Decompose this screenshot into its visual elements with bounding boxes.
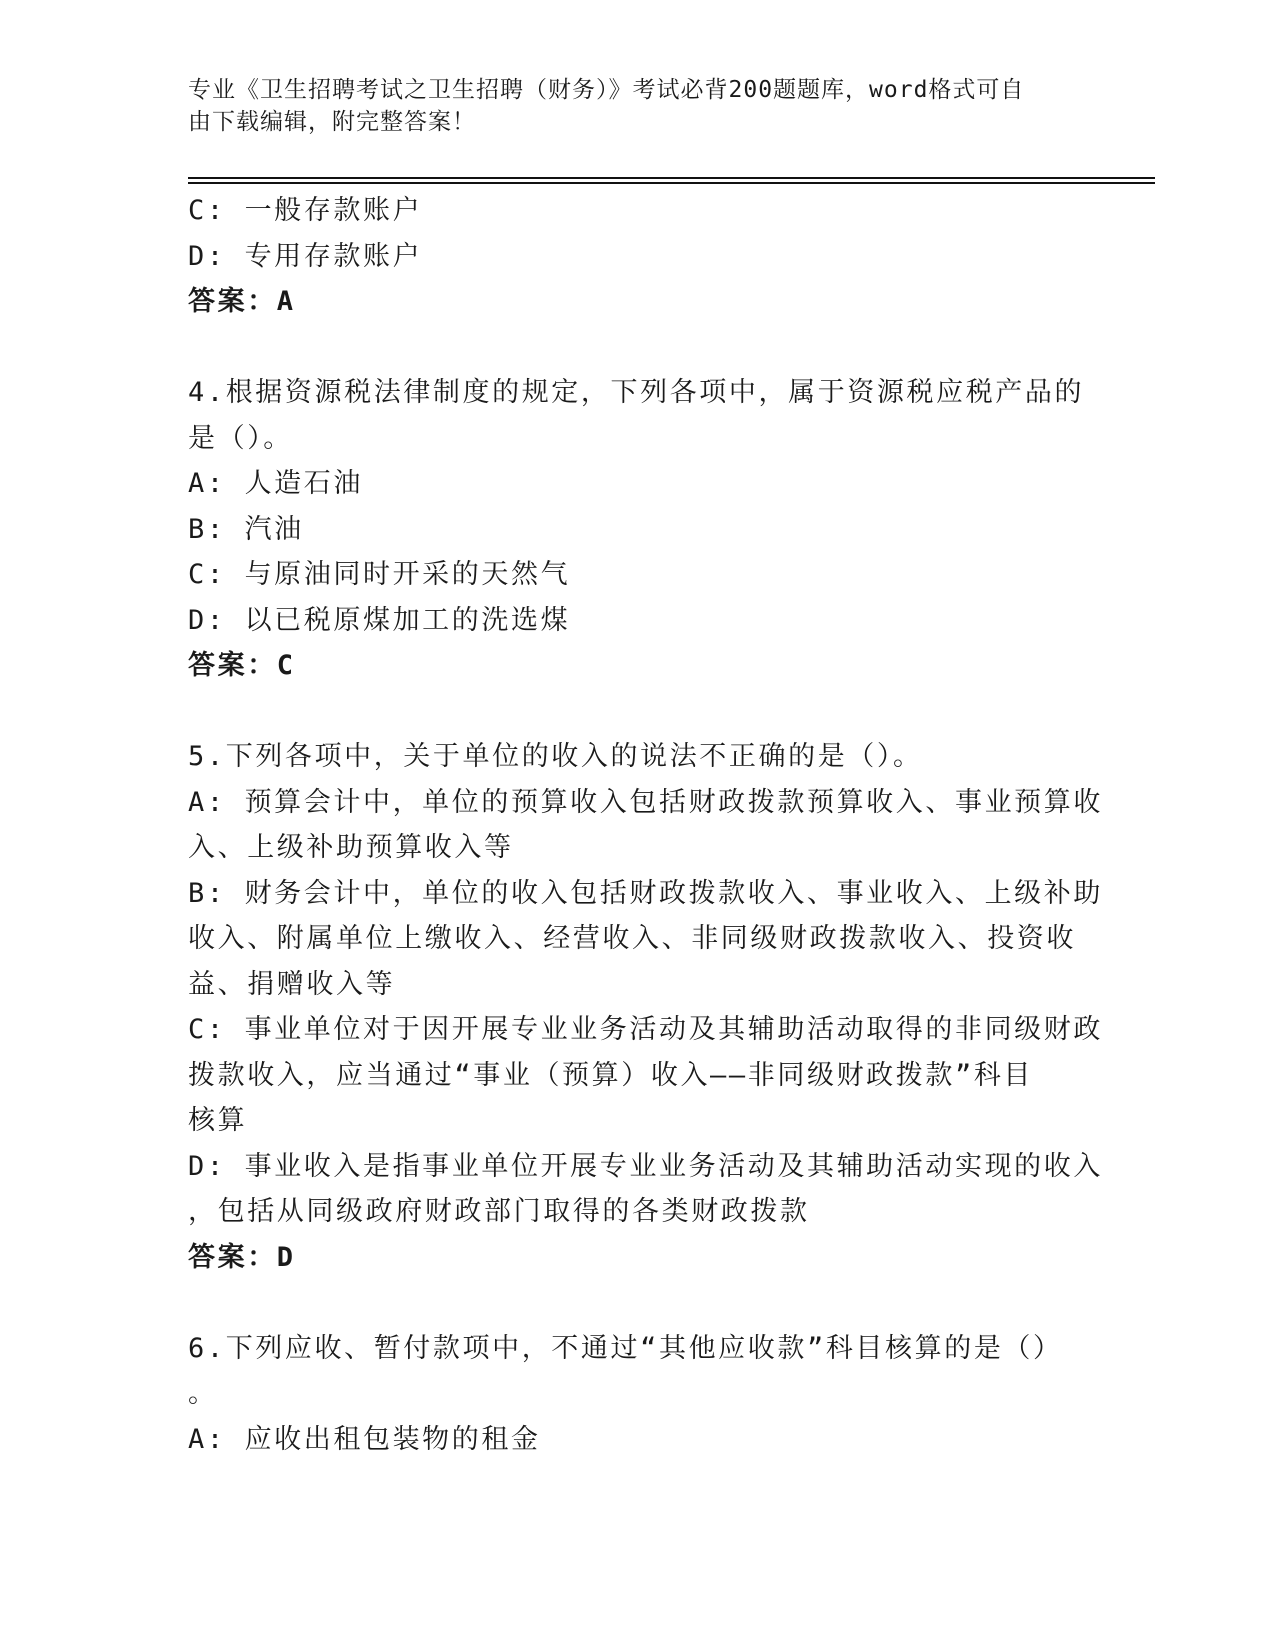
q3-option-c: C: 一般存款账户 [188,195,423,226]
q5-option-c-line-2: 拨款收入，应当通过“事业（预算）收入——非同级财政拨款”科目 [188,1059,1034,1091]
q5-answer: 答案：D [188,1241,296,1273]
q5-option-a-line-2: 入、上级补助预算收入等 [188,832,514,863]
q4-option-d: D: 以已税原煤加工的洗选煤 [188,604,571,636]
q4-question-line-1: 4.根据资源税法律制度的规定，下列各项中，属于资源税应税产品的 [188,377,1085,408]
q5-option-b-line-1: B: 财务会计中，单位的收入包括财政拨款收入、事业收入、上级补助 [188,877,1103,909]
header-divider-bottom [188,182,1155,184]
q5-option-d-line-1: D: 事业收入是指事业单位开展专业业务活动及其辅助活动实现的收入 [188,1150,1103,1182]
q6-question-line-2: 。 [188,1378,218,1409]
spacer [188,325,1088,371]
spacer [188,1280,1088,1326]
q6-option-a: A: 应收出租包装物的租金 [188,1423,541,1455]
header-title-line-1: 专业《卫生招聘考试之卫生招聘（财务）》考试必背200题题库，word格式可自 [188,77,1025,103]
question-3-tail [188,188,1088,325]
spacer [188,689,1088,735]
header-title-line-2: 由下载编辑，附完整答案！ [188,109,476,135]
q5-question: 5.下列各项中，关于单位的收入的说法不正确的是（）。 [188,741,923,772]
q5-option-b-line-3: 益、捐赠收入等 [188,968,396,1000]
header-divider-top [188,177,1155,179]
q5-option-c-line-3: 核算 [188,1105,248,1136]
q4-question-line-2: 是（）。 [188,422,293,454]
document-body [188,188,1103,1462]
q5-option-a-line-1: A: 预算会计中，单位的预算收入包括财政拨款预算收入、事业预算收 [188,786,1103,818]
q4-option-c: C: 与原油同时开采的天然气 [188,559,571,590]
question-6 [188,1326,1088,1463]
q4-option-b: B: 汽油 [188,513,304,545]
question-4 [188,370,1088,689]
question-5 [188,734,1103,1280]
document-header [188,74,1068,138]
q3-answer: 答案：A [188,286,296,317]
q4-answer: 答案：C [188,650,296,681]
q3-option-d: D: 专用存款账户 [188,240,423,272]
q6-question-line-1: 6.下列应收、暂付款项中，不通过“其他应收款”科目核算的是（） [188,1332,1063,1364]
q5-option-d-line-2: ，包括从同级政府财政部门取得的各类财政拨款 [188,1196,810,1227]
q5-option-c-line-1: C: 事业单位对于因开展专业业务活动及其辅助活动取得的非同级财政 [188,1014,1103,1045]
q5-option-b-line-2: 收入、附属单位上缴收入、经营收入、非同级财政拨款收入、投资收 [188,923,1076,954]
q4-option-a: A: 人造石油 [188,468,363,499]
